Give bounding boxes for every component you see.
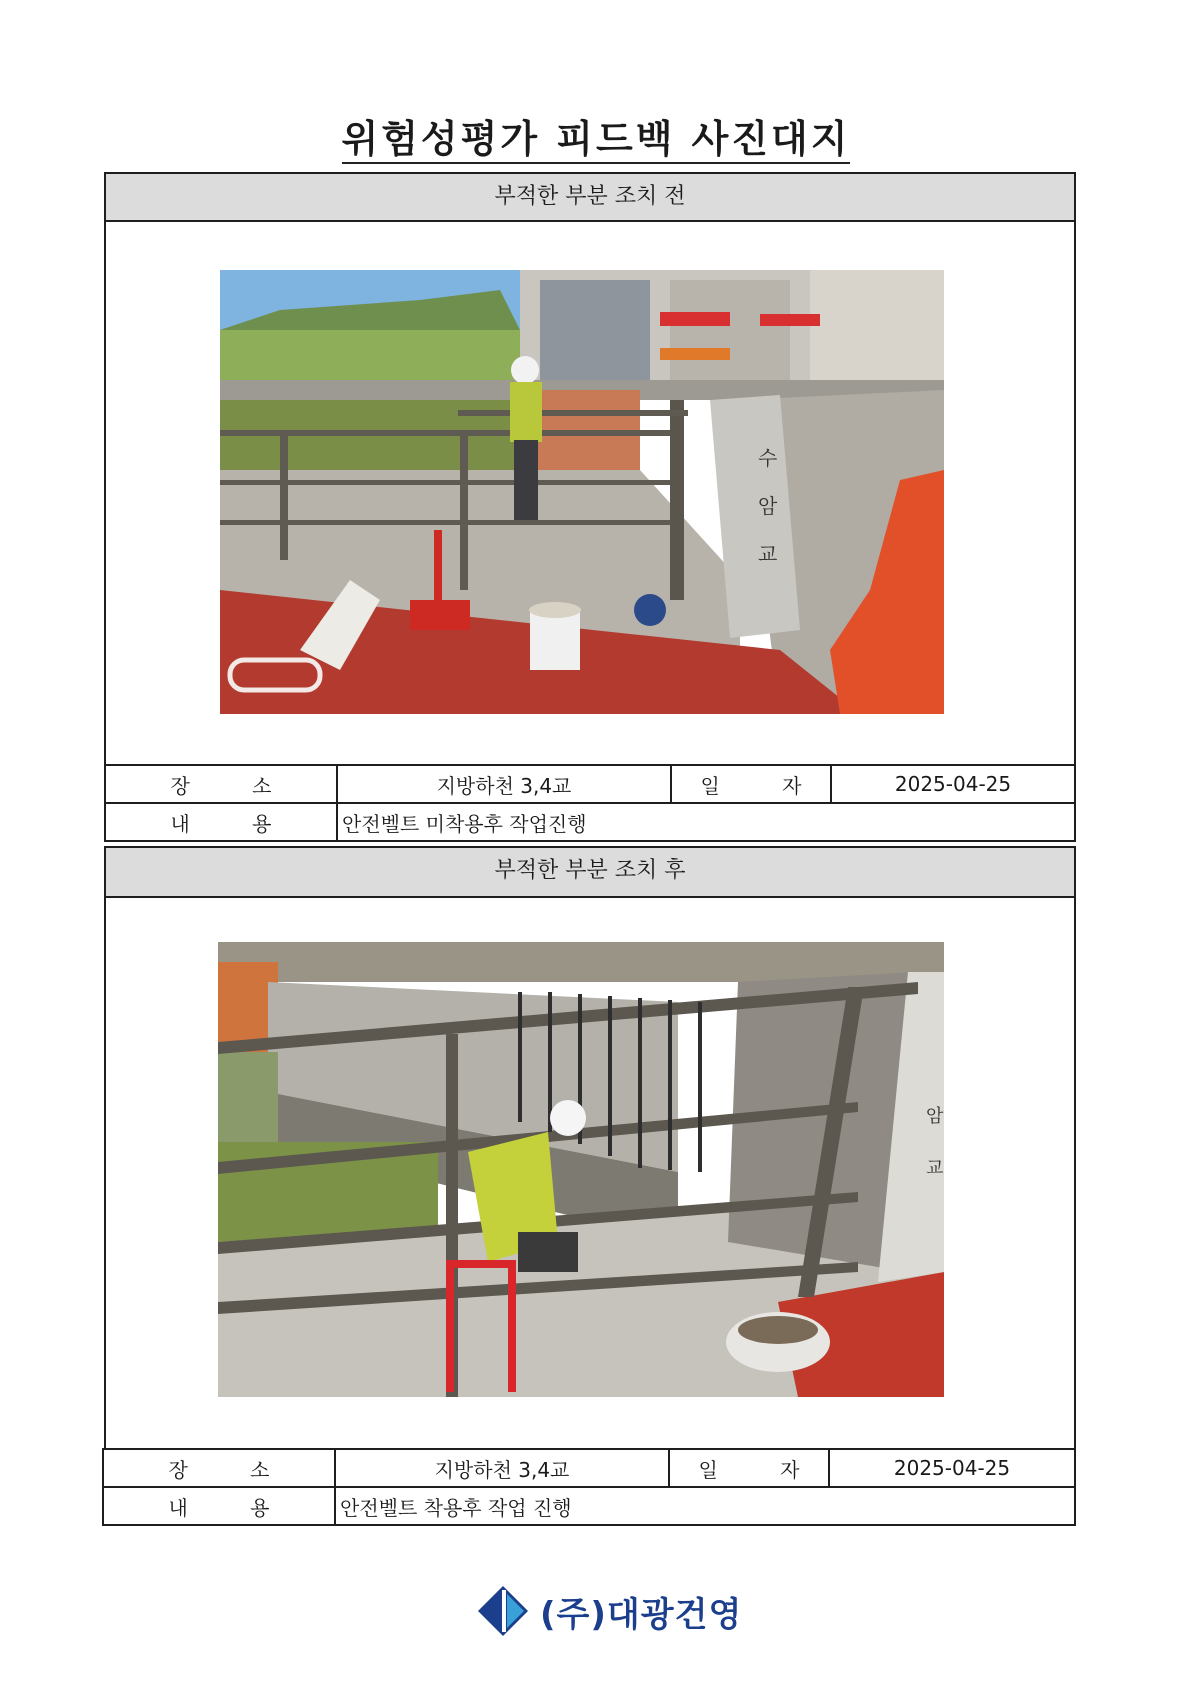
after-sign-char-1: 암 <box>926 1106 944 1127</box>
document-title-text: 위험성평가 피드백 사진대지 <box>342 117 851 164</box>
after-photo <box>218 942 944 1397</box>
after-content-label: 내 용 <box>103 1487 335 1525</box>
after-place-label: 장 소 <box>103 1449 335 1487</box>
company-logo-icon <box>478 1586 528 1636</box>
after-info-row-1 <box>103 1449 1075 1487</box>
before-content-value: 안전벨트 미착용후 작업진행 <box>337 803 1075 841</box>
after-place-value: 지방하천 3,4교 <box>335 1449 669 1487</box>
after-date-value: 2025-04-25 <box>829 1449 1075 1487</box>
after-content-value: 안전벨트 착용후 작업 진행 <box>335 1487 1075 1525</box>
before-sign-char-3: 교 <box>758 542 778 566</box>
before-photo <box>220 270 944 714</box>
company-name: (주)대광건영 <box>540 1594 743 1635</box>
before-date-value: 2025-04-25 <box>831 765 1075 803</box>
before-info-row-2 <box>105 803 1075 841</box>
company-logo <box>478 1586 742 1636</box>
after-info-table <box>102 1448 1076 1526</box>
before-header: 부적한 부분 조치 전 <box>106 174 1074 222</box>
before-info-row-1 <box>105 765 1075 803</box>
document-title <box>0 108 1192 163</box>
after-info-row-2 <box>103 1487 1075 1525</box>
after-sign-char-2: 교 <box>926 1158 944 1179</box>
before-content-label: 내 용 <box>105 803 337 841</box>
before-info-table <box>104 764 1076 842</box>
before-date-label: 일 자 <box>671 765 831 803</box>
after-header: 부적한 부분 조치 후 <box>106 848 1074 898</box>
after-date-label: 일 자 <box>669 1449 829 1487</box>
before-sign-char-1: 수 <box>758 446 778 470</box>
before-sign-char-2: 암 <box>758 494 778 518</box>
before-place-label: 장 소 <box>105 765 337 803</box>
before-place-value: 지방하천 3,4교 <box>337 765 671 803</box>
